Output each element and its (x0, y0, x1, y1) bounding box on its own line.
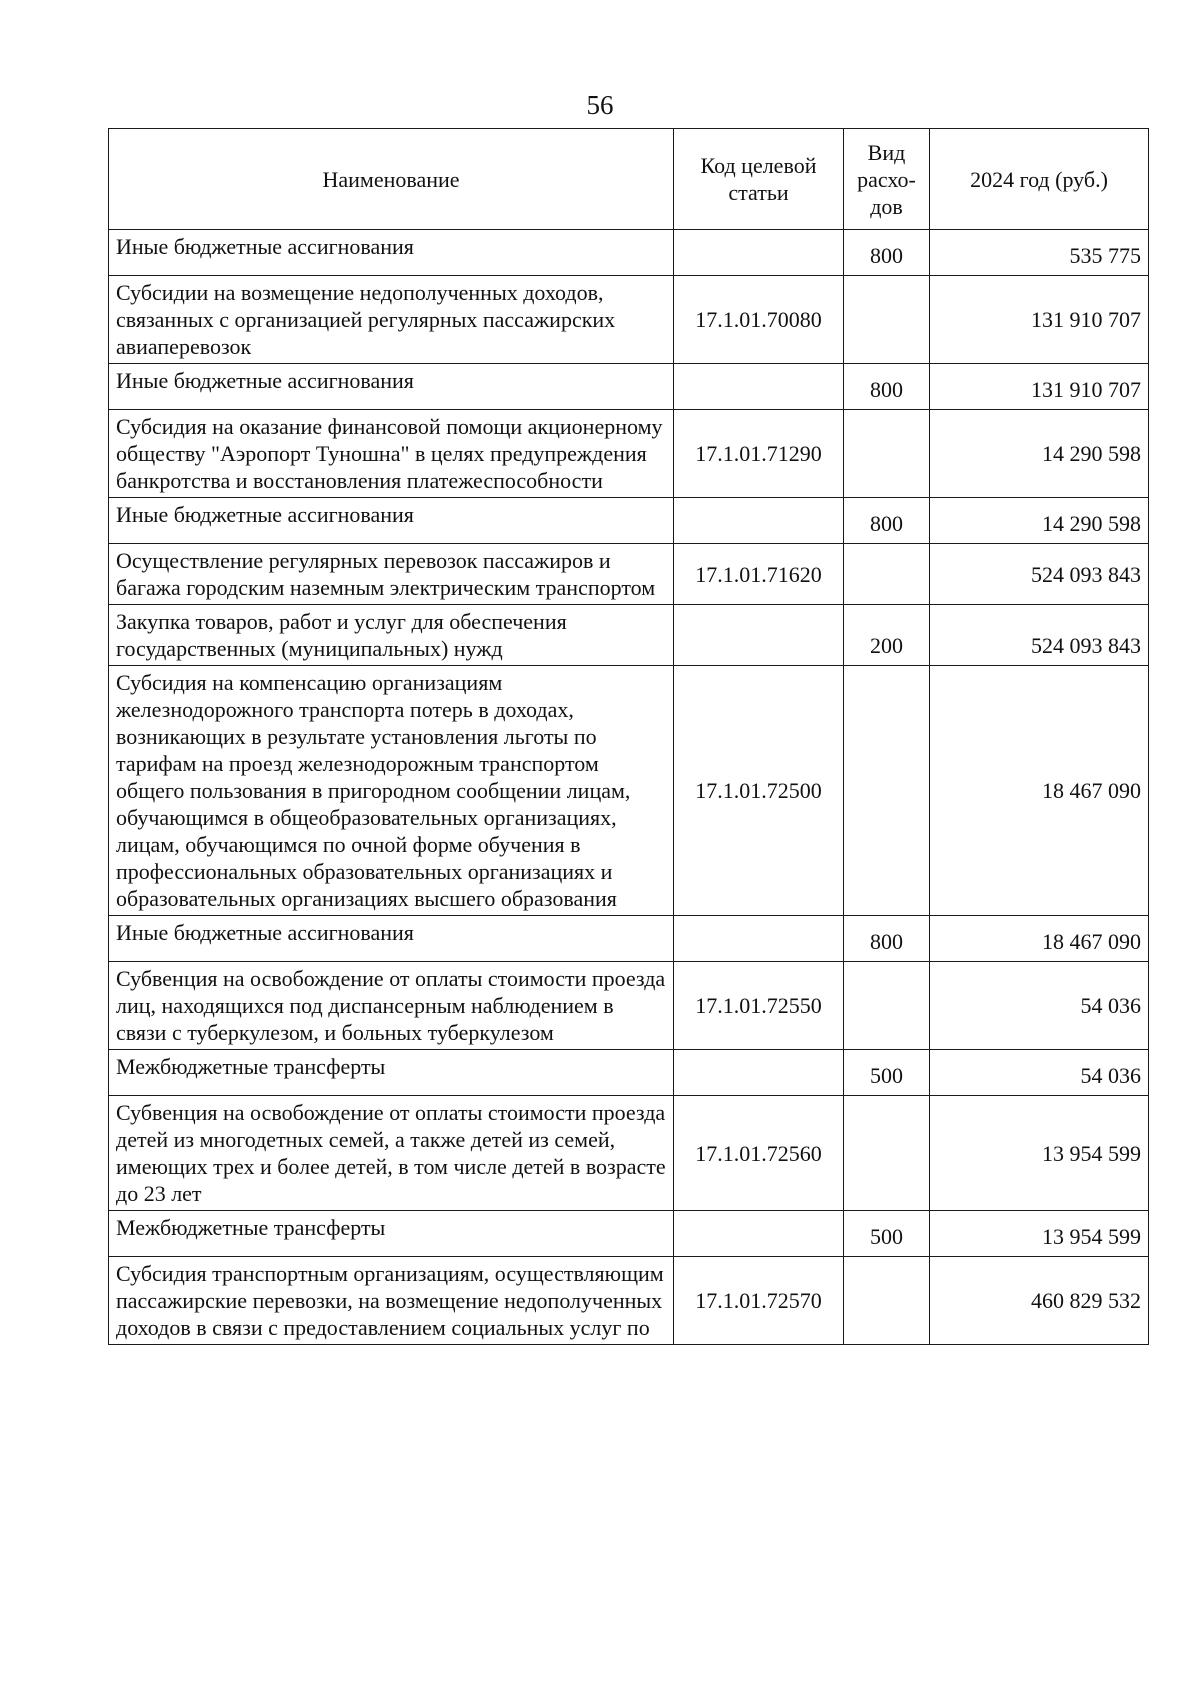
cell-amount: 54 036 (930, 1050, 1149, 1096)
table-row (109, 1211, 1149, 1257)
cell-expense-type: 800 (844, 364, 930, 410)
cell-name: Субсидии на возмещение недополученных доходов, связанных с организацией регулярных пассажирских авиаперевозок (109, 276, 674, 364)
cell-expense-type: 800 (844, 498, 930, 544)
table-row (109, 230, 1149, 276)
cell-name: Субсидия на компенсацию организациям железнодорожного транспорта потерь в доходах, возникающих в результате установления льготы по тарифам на проезд железнодорожным транспортом общего пользования в пригородном сообщении лицам, обучающимся в общеобразовательных организациях, лицам, обучающимся по очной форме обучения в профессиональных образовательных организациях и образовательных организациях высшего образования (109, 666, 674, 916)
cell-amount: 18 467 090 (930, 916, 1149, 962)
cell-target-code (674, 364, 844, 410)
cell-name: Субсидия на оказание финансовой помощи акционерному обществу "Аэропорт Туношна" в целях предупреждения банкротства и восстановления платежеспособности (109, 410, 674, 498)
cell-target-code (674, 498, 844, 544)
cell-expense-type (844, 1257, 930, 1345)
cell-expense-type (844, 410, 930, 498)
table-row (109, 1050, 1149, 1096)
cell-amount: 14 290 598 (930, 498, 1149, 544)
cell-amount: 524 093 843 (930, 544, 1149, 605)
cell-expense-type: 800 (844, 916, 930, 962)
cell-target-code (674, 1211, 844, 1257)
header-name: Наименование (109, 129, 674, 230)
cell-expense-type (844, 1096, 930, 1211)
table-row (109, 605, 1149, 666)
cell-amount: 13 954 599 (930, 1096, 1149, 1211)
cell-amount: 524 093 843 (930, 605, 1149, 666)
budget-table (108, 128, 1149, 1345)
header-amount-2024: 2024 год (руб.) (930, 129, 1149, 230)
table-row (109, 498, 1149, 544)
table-row (109, 962, 1149, 1050)
cell-expense-type (844, 666, 930, 916)
cell-amount: 54 036 (930, 962, 1149, 1050)
cell-expense-type (844, 544, 930, 605)
cell-name: Иные бюджетные ассигнования (109, 230, 674, 276)
cell-amount: 131 910 707 (930, 364, 1149, 410)
cell-expense-type: 500 (844, 1211, 930, 1257)
cell-expense-type (844, 276, 930, 364)
cell-target-code (674, 605, 844, 666)
table-body (109, 230, 1149, 1345)
table-row (109, 666, 1149, 916)
cell-target-code: 17.1.01.72550 (674, 962, 844, 1050)
cell-target-code: 17.1.01.72500 (674, 666, 844, 916)
table-row (109, 276, 1149, 364)
cell-name: Межбюджетные трансферты (109, 1050, 674, 1096)
cell-expense-type: 800 (844, 230, 930, 276)
cell-amount: 535 775 (930, 230, 1149, 276)
cell-target-code: 17.1.01.72570 (674, 1257, 844, 1345)
cell-target-code: 17.1.01.72560 (674, 1096, 844, 1211)
cell-target-code: 17.1.01.71290 (674, 410, 844, 498)
cell-expense-type: 200 (844, 605, 930, 666)
table-row (109, 364, 1149, 410)
cell-amount: 14 290 598 (930, 410, 1149, 498)
cell-amount: 13 954 599 (930, 1211, 1149, 1257)
table-row (109, 1096, 1149, 1211)
table-row (109, 1257, 1149, 1345)
header-code: Код целевой статьи (674, 129, 844, 230)
cell-target-code (674, 230, 844, 276)
cell-name: Осуществление регулярных перевозок пассажиров и багажа городским наземным электрическим транспортом (109, 544, 674, 605)
cell-expense-type: 500 (844, 1050, 930, 1096)
cell-target-code: 17.1.01.71620 (674, 544, 844, 605)
cell-name: Закупка товаров, работ и услуг для обеспечения государственных (муниципальных) нужд (109, 605, 674, 666)
cell-expense-type (844, 962, 930, 1050)
cell-target-code (674, 1050, 844, 1096)
cell-name: Иные бюджетные ассигнования (109, 498, 674, 544)
cell-amount: 131 910 707 (930, 276, 1149, 364)
cell-name: Иные бюджетные ассигнования (109, 364, 674, 410)
cell-name: Иные бюджетные ассигнования (109, 916, 674, 962)
cell-amount: 18 467 090 (930, 666, 1149, 916)
table-row (109, 916, 1149, 962)
cell-target-code: 17.1.01.70080 (674, 276, 844, 364)
header-expense-type: Вид расхо-дов (844, 129, 930, 230)
cell-target-code (674, 916, 844, 962)
cell-name: Субвенция на освобождение от оплаты стоимости проезда лиц, находящихся под диспансерным наблюдением в связи с туберкулезом, и больных туберкулезом (109, 962, 674, 1050)
cell-amount: 460 829 532 (930, 1257, 1149, 1345)
table-row (109, 544, 1149, 605)
cell-name: Субсидия транспортным организациям, осуществляющим пассажирские перевозки, на возмещение недополученных доходов в связи с предоставлением социальных услуг по (109, 1257, 674, 1345)
table-header-row (109, 129, 1149, 230)
cell-name: Субвенция на освобождение от оплаты стоимости проезда детей из многодетных семей, а также детей из семей, имеющих трех и более детей, в том числе детей в возрасте до 23 лет (109, 1096, 674, 1211)
cell-name: Межбюджетные трансферты (109, 1211, 674, 1257)
page-number: 56 (586, 90, 614, 120)
table-row (109, 410, 1149, 498)
